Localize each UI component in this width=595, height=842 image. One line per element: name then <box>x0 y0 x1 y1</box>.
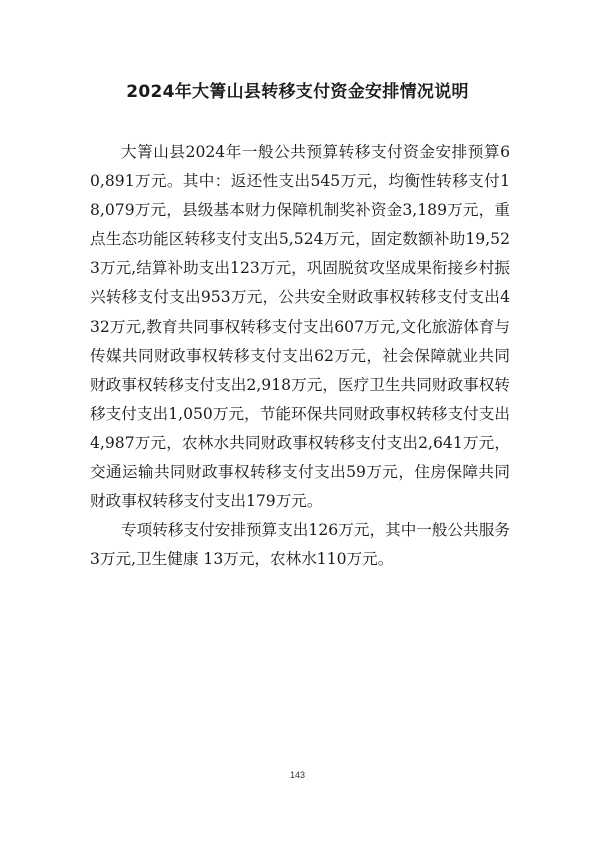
document-title: 2024年大箐山县转移支付资金安排情况说明 <box>126 82 469 102</box>
paragraph-general-transfer: 大箐山县2024年一般公共预算转移支付资金安排预算60,891万元。其中：返还性支出545万元，均衡性转移支付18,079万元，县级基本财力保障机制奖补资金3,189万元，重点生态功能区转移支付支出5,524万元，固定数额补助19,523万元,结算补助支出123万元，巩固脱贫攻坚成果衔接乡村振兴转移支付支出953万元，公共安全财政事权转移支付支出432万元,教育共同事权转移支付支出607万元,文化旅游体育与传媒共同财政事权转移支付支出62万元，社会保障就业共同财政事权转移支付支出2,918万元，医疗卫生共同财政事权转移支付支出1,050万元，节能环保共同财政事权转移支付支出4,987万元，农林水共同财政事权转移支付支出2,641万元，交通运输共同财政事权转移支付支出59万元，住房保障共同财政事权转移支付支出179万元。 <box>90 143 510 511</box>
page-number: 143 <box>289 770 306 780</box>
document-body <box>90 138 510 574</box>
paragraph-special-transfer: 专项转移支付安排预算支出126万元，其中一般公共服务3万元,卫生健康 13万元，农林水110万元。 <box>90 521 510 569</box>
